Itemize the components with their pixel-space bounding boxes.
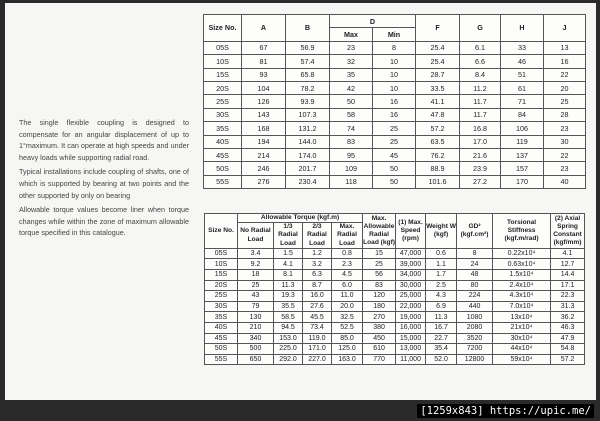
table-cell: 39,000 <box>396 259 426 270</box>
table-cell: 81 <box>242 55 286 68</box>
table-cell: 50 <box>373 162 416 175</box>
table-cell: 83 <box>363 280 396 291</box>
table-cell: 45.5 <box>303 312 332 323</box>
table-cell: 22,000 <box>396 301 426 312</box>
table-cell: 79 <box>238 301 274 312</box>
description-paragraph-2: Typical installations include coupling of shafts, one of which is supported by bearing at two points and the other supported by only on bearing <box>19 167 189 200</box>
table-cell: 12.7 <box>551 259 585 270</box>
table-cell: 23.9 <box>460 162 501 175</box>
table-cell: 210 <box>238 322 274 333</box>
table-cell: 22.7 <box>426 333 457 344</box>
table-cell: 224 <box>457 291 493 302</box>
table-row <box>205 322 585 333</box>
table-cell: 56 <box>363 270 396 281</box>
table-cell: 21.6 <box>460 148 501 161</box>
table-cell: 93 <box>242 68 286 81</box>
table-cell: 21x10⁴ <box>493 322 551 333</box>
table-cell: 2.3 <box>332 259 363 270</box>
table-cell: 47,000 <box>396 248 426 259</box>
table-cell: 35S <box>205 312 238 323</box>
table-row <box>205 270 585 281</box>
table-cell: 22 <box>544 148 586 161</box>
table-cell: 74 <box>330 122 373 135</box>
table-cell: 17.0 <box>460 135 501 148</box>
table-row <box>204 95 586 108</box>
catalogue-page <box>5 3 596 400</box>
table-cell: 20S <box>205 280 238 291</box>
header-j: J <box>544 15 586 42</box>
dimensions-table <box>203 14 586 189</box>
table-row <box>204 135 586 148</box>
performance-table-body <box>205 248 585 365</box>
table-cell: 55S <box>205 354 238 365</box>
table-cell: 107.3 <box>286 108 330 121</box>
table-cell: 47.9 <box>551 333 585 344</box>
table-cell: 6.6 <box>460 55 501 68</box>
table-cell: 11.3 <box>274 280 303 291</box>
table-cell: 85.0 <box>332 333 363 344</box>
table-cell: 80 <box>457 280 493 291</box>
table-cell: 58 <box>330 108 373 121</box>
table-cell: 59x10⁴ <box>493 354 551 365</box>
table-cell: 270 <box>363 312 396 323</box>
table-cell: 6.3 <box>303 270 332 281</box>
table-cell: 78.2 <box>286 81 330 94</box>
header-h: H <box>501 15 544 42</box>
table-cell: 35.5 <box>274 301 303 312</box>
table-row <box>205 301 585 312</box>
table-cell: 1.5 <box>274 248 303 259</box>
table-cell: 8 <box>457 248 493 259</box>
table-cell: 93.9 <box>286 95 330 108</box>
table-cell: 25 <box>373 135 416 148</box>
table-cell: 10S <box>204 55 242 68</box>
table-cell: 8.7 <box>303 280 332 291</box>
table-cell: 16 <box>373 95 416 108</box>
table-cell: 10 <box>373 81 416 94</box>
table-cell: 48 <box>457 270 493 281</box>
header-third-radial-load: 1/3 Radial Load <box>274 223 303 249</box>
table-cell: 40 <box>544 175 586 188</box>
table-cell: 63.5 <box>416 135 460 148</box>
table-cell: 171.0 <box>303 344 332 355</box>
table-cell: 118 <box>330 175 373 188</box>
table-cell: 143 <box>242 108 286 121</box>
table-cell: 11.7 <box>460 95 501 108</box>
table-row <box>205 259 585 270</box>
table-cell: 12800 <box>457 354 493 365</box>
table-cell: 30x10⁴ <box>493 333 551 344</box>
table-cell: 4.1 <box>274 259 303 270</box>
table-cell: 45S <box>204 148 242 161</box>
table-cell: 6.1 <box>460 41 501 54</box>
table-cell: 45S <box>205 333 238 344</box>
table-cell: 30S <box>205 301 238 312</box>
table-cell: 25S <box>205 291 238 302</box>
table-cell: 17.1 <box>551 280 585 291</box>
table-cell: 340 <box>238 333 274 344</box>
table-row <box>204 41 586 54</box>
table-cell: 20.0 <box>332 301 363 312</box>
table-cell: 14.4 <box>551 270 585 281</box>
description-paragraph-3: Allowable torque values become liner when torque changes while within the zone of maximum allowable torque specified in this catalogue. <box>19 205 189 238</box>
table-cell: 15S <box>204 68 242 81</box>
table-cell: 65.8 <box>286 68 330 81</box>
table-cell: 44x10⁴ <box>493 344 551 355</box>
table-cell: 109 <box>330 162 373 175</box>
table-cell: 7200 <box>457 344 493 355</box>
table-cell: 76.2 <box>416 148 460 161</box>
table-cell: 0.22x10⁴ <box>493 248 551 259</box>
table-cell: 1.1 <box>426 259 457 270</box>
table-cell: 2.4x10⁴ <box>493 280 551 291</box>
table-cell: 50 <box>330 95 373 108</box>
table-cell: 0.6 <box>426 248 457 259</box>
table-cell: 50S <box>204 162 242 175</box>
table-cell: 94.5 <box>274 322 303 333</box>
table-cell: 8.1 <box>274 270 303 281</box>
table-cell: 28 <box>544 108 586 121</box>
table-cell: 15,000 <box>396 333 426 344</box>
table-cell: 23 <box>330 41 373 54</box>
table-cell: 2080 <box>457 322 493 333</box>
table-cell: 119.0 <box>303 333 332 344</box>
table-cell: 230.4 <box>286 175 330 188</box>
header-d: D <box>330 15 416 28</box>
table-cell: 19,000 <box>396 312 426 323</box>
table-cell: 32 <box>330 55 373 68</box>
table-cell: 7.0x10⁴ <box>493 301 551 312</box>
table-row <box>204 122 586 135</box>
table-cell: 126 <box>242 95 286 108</box>
table-cell: 57.2 <box>416 122 460 135</box>
table-cell: 4.3x10⁴ <box>493 291 551 302</box>
table-cell: 13x10⁴ <box>493 312 551 323</box>
table-cell: 34,000 <box>396 270 426 281</box>
table-cell: 11.0 <box>332 291 363 302</box>
header-allowable-torque: Allowable Torque (kgf.m) <box>238 214 363 223</box>
table-cell: 8.4 <box>460 68 501 81</box>
table-cell: 35S <box>204 122 242 135</box>
table-cell: 50S <box>205 344 238 355</box>
table-cell: 214 <box>242 148 286 161</box>
table-cell: 8 <box>373 41 416 54</box>
table-cell: 16.0 <box>303 291 332 302</box>
table-cell: 1.5x10⁴ <box>493 270 551 281</box>
table-cell: 174.0 <box>286 148 330 161</box>
table-cell: 11,000 <box>396 354 426 365</box>
table-cell: 137 <box>501 148 544 161</box>
table-cell: 380 <box>363 322 396 333</box>
table-cell: 52.0 <box>426 354 457 365</box>
header-b: B <box>286 15 330 42</box>
table-cell: 95 <box>330 148 373 161</box>
table-cell: 25S <box>204 95 242 108</box>
header-two-third-radial-load: 2/3 Radial Load <box>303 223 332 249</box>
table-cell: 22 <box>544 68 586 81</box>
header-d-min: Min <box>373 28 416 41</box>
table-cell: 36.2 <box>551 312 585 323</box>
table-cell: 1.7 <box>426 270 457 281</box>
table-cell: 3520 <box>457 333 493 344</box>
header-weight: Weight W (kgf) <box>426 214 457 249</box>
table-cell: 163.0 <box>332 354 363 365</box>
table-cell: 276 <box>242 175 286 188</box>
table-row <box>205 344 585 355</box>
table-cell: 47.8 <box>416 108 460 121</box>
table-cell: 46.3 <box>551 322 585 333</box>
table-cell: 35.4 <box>426 344 457 355</box>
table-cell: 05S <box>204 41 242 54</box>
header-g: G <box>460 15 501 42</box>
table-row <box>204 162 586 175</box>
table-cell: 73.4 <box>303 322 332 333</box>
table-cell: 15 <box>363 248 396 259</box>
header-d-max: Max <box>330 28 373 41</box>
table-cell: 25 <box>544 95 586 108</box>
table-cell: 25.4 <box>416 41 460 54</box>
table-cell: 144.0 <box>286 135 330 148</box>
table-cell: 71 <box>501 95 544 108</box>
table-cell: 450 <box>363 333 396 344</box>
table-row <box>204 175 586 188</box>
table-cell: 25 <box>238 280 274 291</box>
table-cell: 56.9 <box>286 41 330 54</box>
coupling-description <box>19 117 189 242</box>
table-cell: 61 <box>501 81 544 94</box>
table-row <box>205 312 585 323</box>
table-cell: 52.5 <box>332 322 363 333</box>
table-cell: 3.2 <box>303 259 332 270</box>
table-cell: 119 <box>501 135 544 148</box>
table-cell: 11.3 <box>426 312 457 323</box>
table-cell: 22.3 <box>551 291 585 302</box>
table-cell: 25,000 <box>396 291 426 302</box>
table-cell: 27.6 <box>303 301 332 312</box>
table-cell: 0.63x10⁴ <box>493 259 551 270</box>
table-cell: 30S <box>204 108 242 121</box>
table-cell: 10 <box>373 68 416 81</box>
table-cell: 88.9 <box>416 162 460 175</box>
table-row <box>205 333 585 344</box>
table-cell: 3.4 <box>238 248 274 259</box>
table-cell: 16.8 <box>460 122 501 135</box>
table-row <box>205 248 585 259</box>
table-cell: 125.0 <box>332 344 363 355</box>
table-cell: 24 <box>457 259 493 270</box>
table-cell: 57.4 <box>286 55 330 68</box>
table-row <box>204 148 586 161</box>
table-row <box>204 68 586 81</box>
dimensions-table-body <box>204 41 586 188</box>
table-cell: 227.0 <box>303 354 332 365</box>
table-cell: 67 <box>242 41 286 54</box>
table-cell: 225.0 <box>274 344 303 355</box>
table-row <box>204 108 586 121</box>
table-cell: 6.9 <box>426 301 457 312</box>
header-torsional-stiffness: Torsional Stiffness (kgf.m/rad) <box>493 214 551 249</box>
table-cell: 13 <box>544 41 586 54</box>
table-cell: 120 <box>363 291 396 302</box>
description-paragraph-1: The single flexible coupling is designed to compensate for an angular displacement of up to 1°maximum. It can operate at high speeds and under heavy loads while supporting radial road. <box>19 118 189 162</box>
table-cell: 55S <box>204 175 242 188</box>
table-cell: 25 <box>373 122 416 135</box>
table-cell: 16 <box>373 108 416 121</box>
table-cell: 157 <box>501 162 544 175</box>
header-size-no: Size No. <box>204 15 242 42</box>
header-no-radial-load: No Radial Load <box>238 223 274 249</box>
table-cell: 168 <box>242 122 286 135</box>
table-row <box>204 81 586 94</box>
table-cell: 25.4 <box>416 55 460 68</box>
table-row <box>205 291 585 302</box>
table-cell: 84 <box>501 108 544 121</box>
table-cell: 1.2 <box>303 248 332 259</box>
table-cell: 0.8 <box>332 248 363 259</box>
table-cell: 170 <box>501 175 544 188</box>
table-cell: 10 <box>373 55 416 68</box>
table-cell: 30 <box>544 135 586 148</box>
table-cell: 13,000 <box>396 344 426 355</box>
table-row <box>205 354 585 365</box>
table-cell: 43 <box>238 291 274 302</box>
table-cell: 9.2 <box>238 259 274 270</box>
table-cell: 19.3 <box>274 291 303 302</box>
table-cell: 20 <box>544 81 586 94</box>
table-cell: 610 <box>363 344 396 355</box>
table-cell: 440 <box>457 301 493 312</box>
table-cell: 770 <box>363 354 396 365</box>
table-cell: 41.1 <box>416 95 460 108</box>
table-cell: 106 <box>501 122 544 135</box>
table-row <box>204 55 586 68</box>
table-cell: 194 <box>242 135 286 148</box>
table-cell: 33 <box>501 41 544 54</box>
table-cell: 40S <box>205 322 238 333</box>
table-row <box>205 280 585 291</box>
table-cell: 50 <box>373 175 416 188</box>
header-max-speed: (1) Max. Speed (rpm) <box>396 214 426 249</box>
header-max-radial-load: Max. Radial Load <box>332 223 363 249</box>
table-cell: 10S <box>205 259 238 270</box>
table-cell: 180 <box>363 301 396 312</box>
table-cell: 23 <box>544 162 586 175</box>
table-cell: 54.8 <box>551 344 585 355</box>
image-watermark: [1259x843] https://upic.me/ <box>417 404 594 418</box>
table-cell: 246 <box>242 162 286 175</box>
table-cell: 153.0 <box>274 333 303 344</box>
table-cell: 31.3 <box>551 301 585 312</box>
table-cell: 16,000 <box>396 322 426 333</box>
table-cell: 25 <box>363 259 396 270</box>
table-cell: 58.5 <box>274 312 303 323</box>
table-cell: 23 <box>544 122 586 135</box>
table-cell: 6.0 <box>332 280 363 291</box>
header-axial-spring-constant: (2) Axial Spring Constant (kgf/mm) <box>551 214 585 249</box>
table-cell: 101.6 <box>416 175 460 188</box>
table-cell: 4.3 <box>426 291 457 302</box>
table-cell: 15S <box>205 270 238 281</box>
table-cell: 131.2 <box>286 122 330 135</box>
table-cell: 46 <box>501 55 544 68</box>
table-cell: 4.1 <box>551 248 585 259</box>
table-cell: 11.2 <box>460 81 501 94</box>
table-cell: 650 <box>238 354 274 365</box>
table-cell: 4.5 <box>332 270 363 281</box>
table-cell: 2.5 <box>426 280 457 291</box>
table-cell: 292.0 <box>274 354 303 365</box>
table-cell: 16 <box>544 55 586 68</box>
table-cell: 33.5 <box>416 81 460 94</box>
table-cell: 83 <box>330 135 373 148</box>
performance-table <box>204 213 585 365</box>
header-size-no: Size No. <box>205 214 238 249</box>
table-cell: 104 <box>242 81 286 94</box>
table-cell: 16.7 <box>426 322 457 333</box>
table-cell: 45 <box>373 148 416 161</box>
table-cell: 201.7 <box>286 162 330 175</box>
table-cell: 32.5 <box>332 312 363 323</box>
table-cell: 51 <box>501 68 544 81</box>
table-cell: 42 <box>330 81 373 94</box>
table-cell: 1080 <box>457 312 493 323</box>
table-cell: 130 <box>238 312 274 323</box>
table-cell: 30,000 <box>396 280 426 291</box>
table-cell: 500 <box>238 344 274 355</box>
table-cell: 40S <box>204 135 242 148</box>
header-a: A <box>242 15 286 42</box>
table-cell: 18 <box>238 270 274 281</box>
table-cell: 35 <box>330 68 373 81</box>
table-cell: 28.7 <box>416 68 460 81</box>
header-f: F <box>416 15 460 42</box>
header-gd2: GD² (kgf.cm²) <box>457 214 493 249</box>
table-cell: 27.2 <box>460 175 501 188</box>
table-cell: 57.2 <box>551 354 585 365</box>
table-cell: 05S <box>205 248 238 259</box>
header-max-allowable-radial-load: Max. Allowable Radial Load (kgf) <box>363 214 396 249</box>
table-cell: 20S <box>204 81 242 94</box>
table-cell: 11.7 <box>460 108 501 121</box>
